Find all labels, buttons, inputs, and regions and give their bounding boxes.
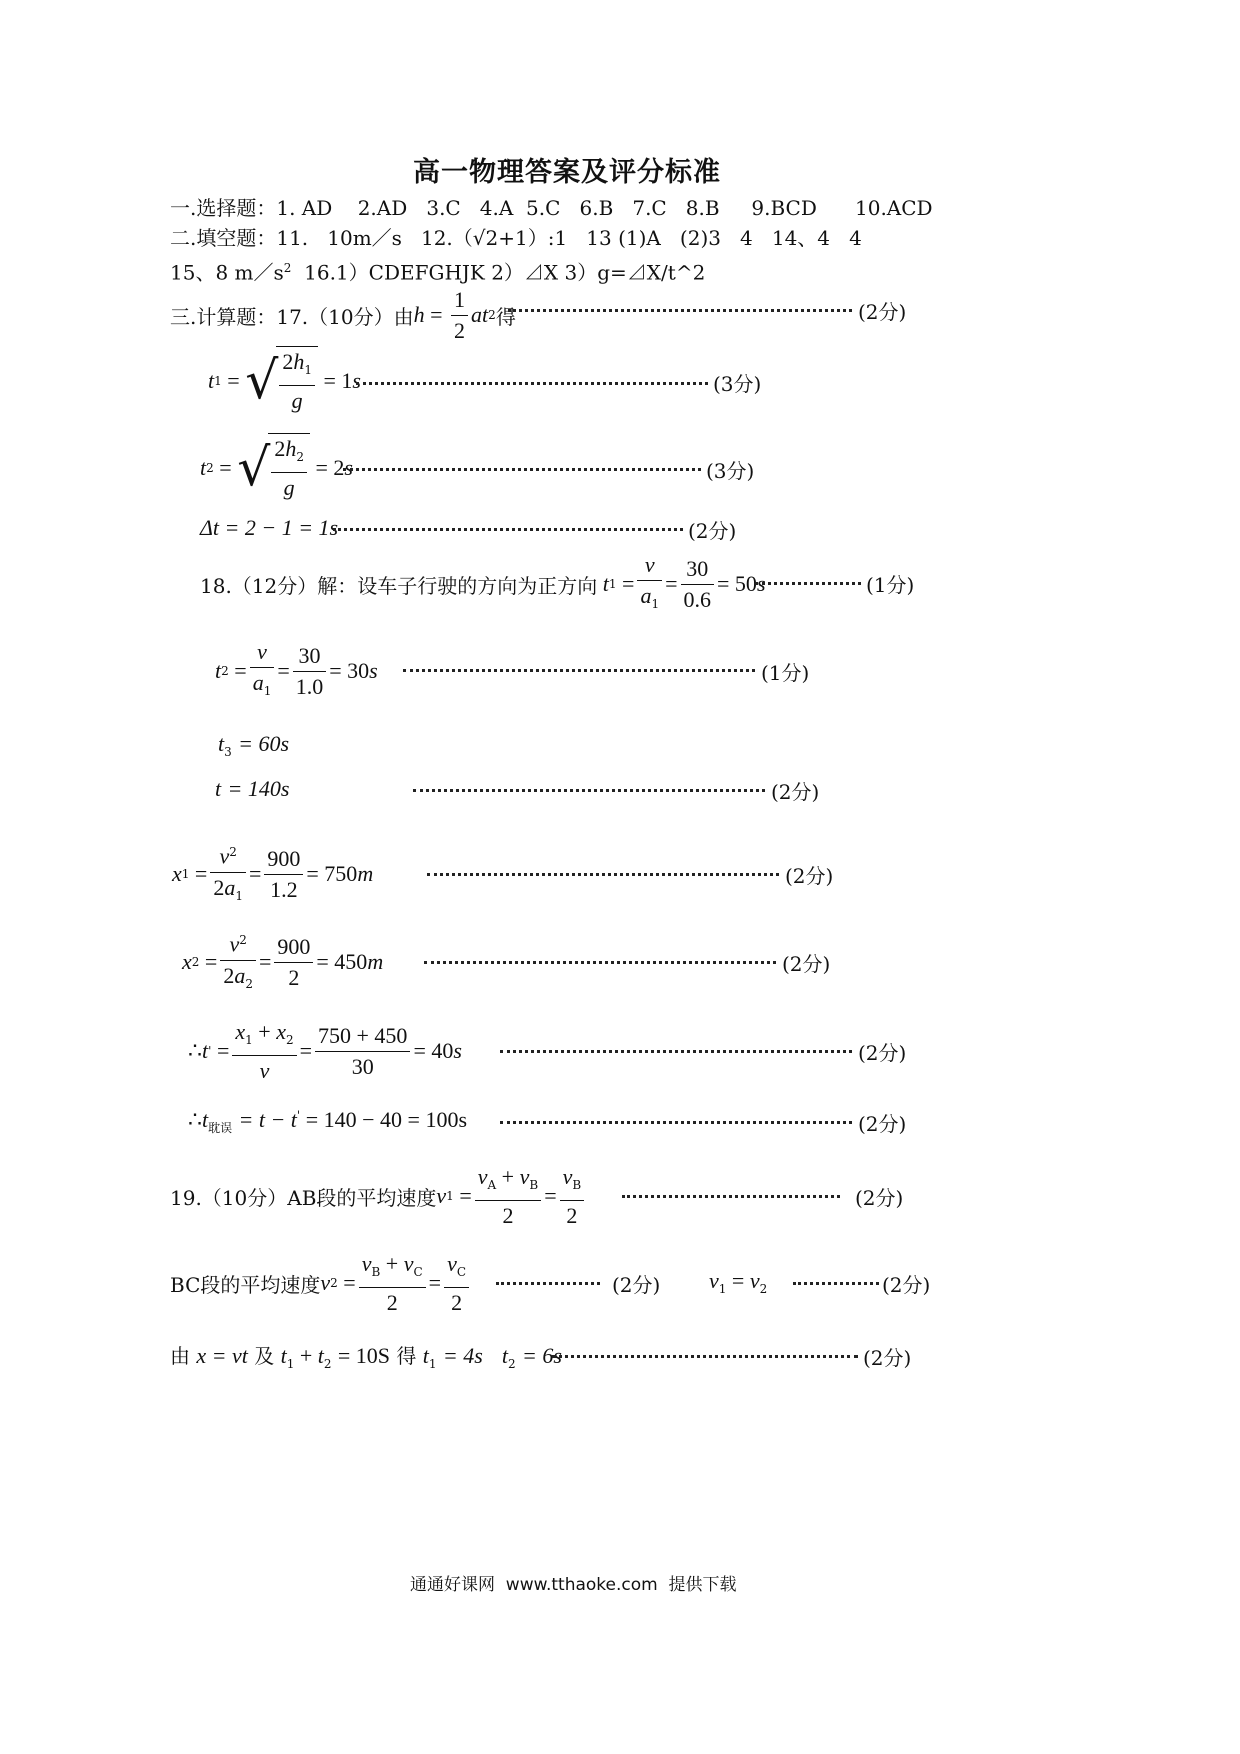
q18-t3: $t_3 = 60s$ <box>218 731 290 759</box>
fill-15-sup: 2 <box>283 261 292 275</box>
leader-dots <box>793 1282 879 1285</box>
q18-x1: x 1 = $\frac{v^2}{2a_1}$ = $\frac{900}{1.2}$ = 750m <box>172 843 373 905</box>
page-footer: 通通好课网 www.tthaoke.com 提供下载 <box>410 1575 737 1595</box>
page-title: 高一物理答案及评分标准 <box>413 157 721 188</box>
score-q19-3: (2分) <box>882 1273 931 1297</box>
choice-answers <box>170 193 933 223</box>
leader-dots <box>343 468 701 471</box>
leader-dots <box>622 1195 840 1198</box>
q18-t2: t 2 = $\frac{v}{a_1}$ = $\frac{30}{1.0}$ = 30s <box>215 638 378 699</box>
q18-t-val: = 140s <box>227 776 290 801</box>
leader-dots <box>356 382 708 385</box>
q19-line1: 19.（10分）AB段的平均速度 v 1 = $\frac{v_A + v_B}{2}$ = $\frac{v_B}{2}$ <box>170 1165 587 1227</box>
fill-list-1: 11. 10m／s 12.（√2+1）:1 13 (1)A (2)3 4 14、4 4 <box>276 226 862 250</box>
q19-eq1: x = vt <box>196 1343 248 1368</box>
q18-t3-val: = 60s <box>238 731 290 756</box>
q19-intro: 19.（10分）AB段的平均速度 <box>170 1185 437 1210</box>
score-q18-4: (2分) <box>785 864 834 888</box>
q18-x2: x 2 = $\frac{v^2}{2a_2}$ = $\frac{900}{2}$ = 450m <box>182 931 383 993</box>
q19-last-a: 由 <box>170 1344 190 1368</box>
score-q18-1: (1分) <box>866 573 915 597</box>
q19-last-b: 及 <box>254 1344 275 1368</box>
leader-dots <box>413 789 765 792</box>
score-q19-2: (2分) <box>612 1273 661 1297</box>
leader-dots <box>500 1121 852 1124</box>
delay-sub: 耽误 <box>208 1121 233 1135</box>
fill-16: 16.1）CDEFGHJK 2）⊿X 3）g=⊿X/t^2 <box>291 260 706 285</box>
q19-last-c: 得 <box>396 1344 417 1368</box>
q18-line1: 18.（12分）解：设车子行驶的方向为正方向 t 1 = $\frac{v}{a_1}$ = $\frac{30}{0.6}$ = 50s <box>200 551 766 612</box>
score-q19-4: (2分) <box>863 1346 912 1370</box>
q19-last: 由 x = vt 及 $t_1 + t_2 = 10S$ 得 $t_1 = 4s$ $t_2 = 6s$ <box>170 1343 562 1371</box>
delay-val: = 140 − 40 = 100s <box>300 1107 468 1132</box>
leader-dots <box>496 1282 600 1285</box>
section3-label: 三.计算题：17.（10分）由 <box>170 304 414 329</box>
q19-eq4: = 6s <box>522 1343 562 1368</box>
fill-15: 15、8 m／s <box>170 260 284 285</box>
score-q18-2: (1分) <box>761 661 810 685</box>
q17-t1: t 1 = √ $\frac{2h_1}{g}$ = 1s <box>208 345 361 417</box>
fill-label: 二.填空题： <box>170 226 277 250</box>
leader-dots <box>403 669 755 672</box>
q18-t: t = 140s <box>215 776 290 801</box>
score-q17-3: (3分) <box>706 459 755 483</box>
leader-dots <box>755 582 861 585</box>
leader-dots <box>333 528 683 531</box>
q19-equal: $v_1 = v_2$ <box>709 1268 768 1296</box>
q18-intro: 18.（12分）解：设车子行驶的方向为正方向 <box>200 573 598 598</box>
leader-dots <box>424 961 776 964</box>
q19-bc-label: BC段的平均速度 <box>170 1272 321 1297</box>
score-q17-2: (3分) <box>713 372 762 396</box>
score-q18-5: (2分) <box>782 952 831 976</box>
q17-dt: Δt = 2 − 1 = 1s <box>200 515 339 540</box>
fill-answers-line1 <box>170 223 862 253</box>
q17-suffix: 得 <box>495 304 516 329</box>
score-q17-1: (2分) <box>858 300 907 324</box>
leader-dots <box>500 1050 852 1053</box>
q18-delay: $\therefore t_{耽误} = t - t' = 140 - 40 = 100s$ <box>188 1107 468 1135</box>
q19-eq3: = 4s <box>442 1343 483 1368</box>
choice-list: 1. AD 2.AD 3.C 4.A 5.C 6.B 7.C 8.B 9.BCD 10.ACD <box>276 196 933 220</box>
leader-dots <box>508 309 852 312</box>
score-q18-7: (2分) <box>858 1112 907 1136</box>
q19-bc: BC段的平均速度 v 2 = $\frac{v_B + v_C}{2}$ = $\frac{v_C}{2}$ <box>170 1252 472 1314</box>
q18-tprime: ∴ t ' = $\frac{x_1 + x_2}{v}$ = $\frac{750 + 450}{30}$ = 40s <box>188 1018 462 1083</box>
score-q19-1: (2分) <box>855 1186 904 1210</box>
q19-eq2: = 10S <box>337 1343 391 1368</box>
q17-t2: t 2 = √ $\frac{2h_2}{g}$ = 2s <box>200 432 353 504</box>
q17-line1: 三.计算题：17.（10分）由 h = $\frac{1}{2}$ at 2 得 <box>170 286 516 343</box>
leader-dots <box>552 1355 858 1358</box>
delay-eq: = t − t <box>238 1107 297 1132</box>
choice-label: 一.选择题： <box>170 196 277 220</box>
score-q18-6: (2分) <box>858 1041 907 1065</box>
score-q17-4: (2分) <box>688 519 737 543</box>
score-q18-3: (2分) <box>771 780 820 804</box>
leader-dots <box>427 873 779 876</box>
fill-answers-line2 <box>170 253 705 288</box>
